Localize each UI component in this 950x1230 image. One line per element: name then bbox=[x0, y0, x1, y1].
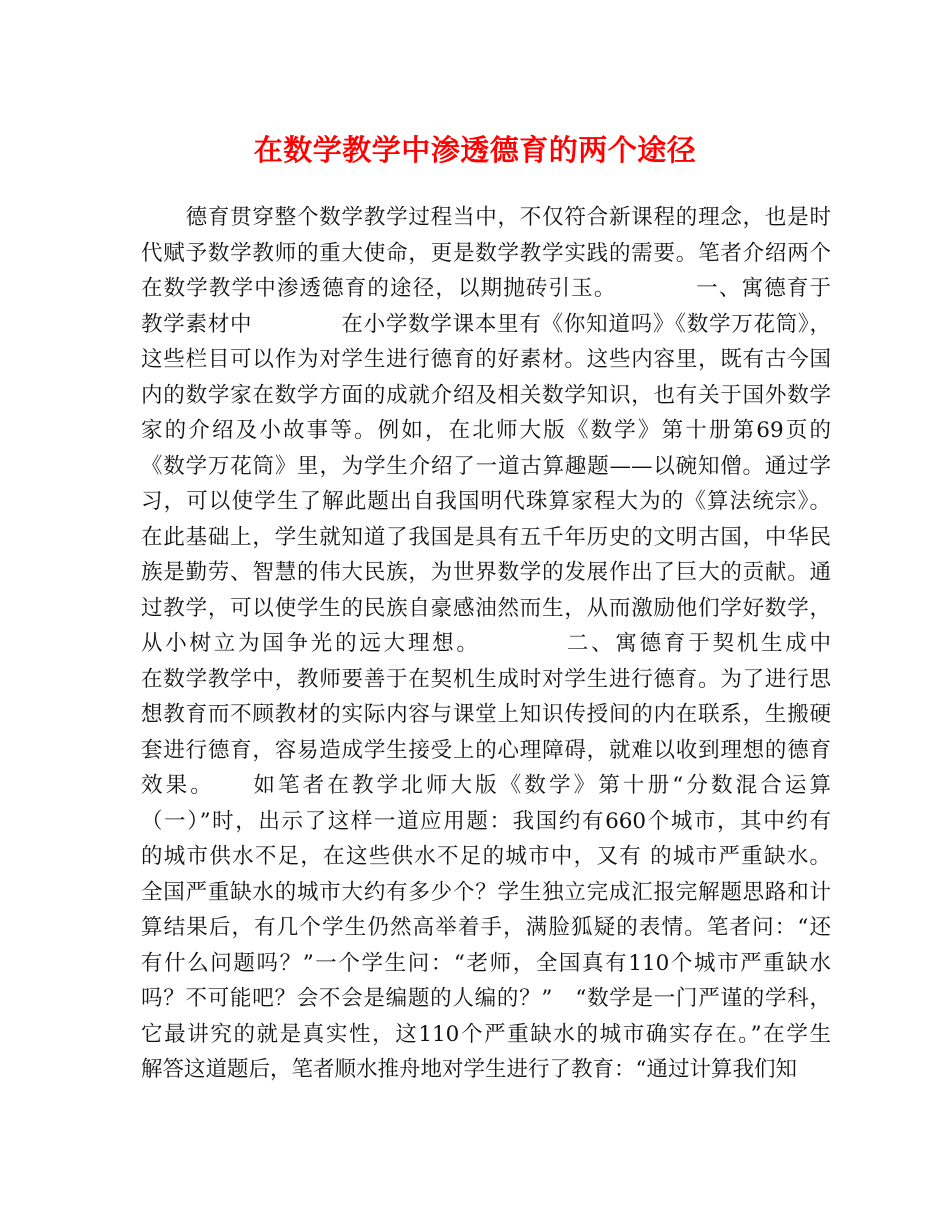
text-line: 族是勤劳、智慧的伟大民族，为世界数学的发展作出了巨大的贡献。通 bbox=[141, 560, 831, 585]
document-body bbox=[141, 200, 831, 1088]
text-line: （一）”时，出示了这样一道应用题：我国约有660个城市，其中约有 bbox=[141, 808, 831, 834]
text-line: 它最讲究的就是真实性，这110个严重缺水的城市确实存在。”在学生 bbox=[141, 1021, 831, 1047]
text-line: 内的数学家在数学方面的成就介绍及相关数学知识，也有关于国外数学 bbox=[141, 382, 831, 408]
text-line: 算结果后，有几个学生仍然高举着手，满脸狐疑的表情。笔者问：“还 bbox=[141, 915, 831, 940]
text-line: 全国严重缺水的城市大约有多少个？学生独立完成汇报完解题思路和计 bbox=[141, 879, 831, 905]
text-line: 想教育而不顾教材的实际内容与课堂上知识传授间的内在联系，生搬硬 bbox=[141, 702, 831, 727]
text-line: 从小树立为国争光的远大理想。 二、寓德育于契机生成中 bbox=[141, 631, 831, 656]
text-line: 在数学教学中渗透德育的途径，以期抛砖引玉。 一、寓德育于 bbox=[141, 276, 831, 301]
text-line: 代赋予数学教师的重大使命，更是数学教学实践的需要。笔者介绍两个 bbox=[141, 240, 831, 266]
text-line: 解答这道题后，笔者顺水推舟地对学生进行了教育：“通过计算我们知 bbox=[141, 1057, 797, 1082]
text-line: 德育贯穿整个数学教学过程当中，不仅符合新课程的理念，也是时 bbox=[141, 205, 831, 230]
document-title: 在数学教学中渗透德育的两个途径 bbox=[253, 133, 697, 167]
text-line: 这些栏目可以作为对学生进行德育的好素材。这些内容里，既有古今国 bbox=[141, 347, 831, 372]
text-line: 套进行德育，容易造成学生接受上的心理障碍，就难以收到理想的德育 bbox=[141, 737, 831, 763]
text-line: 吗？不可能吧？会不会是编题的人编的？” “数学是一门严谨的学科， bbox=[141, 986, 831, 1011]
text-line: 在数学教学中，教师要善于在契机生成时对学生进行德育。为了进行思 bbox=[141, 666, 831, 692]
text-line: 的城市供水不足，在这些供水不足的城市中，又有 的城市严重缺水。 bbox=[141, 844, 831, 869]
text-line: 家的介绍及小故事等。例如，在北师大版《数学》第十册第69页的 bbox=[141, 418, 831, 443]
text-line: 效果。 如笔者在教学北师大版《数学》第十册“分数混合运算 bbox=[141, 773, 831, 798]
text-line: 教学素材中 在小学数学课本里有《你知道吗》《数学万花筒》， bbox=[141, 311, 831, 337]
text-line: 《数学万花筒》里，为学生介绍了一道古算趣题——以碗知僧。通过学 bbox=[141, 453, 831, 479]
text-line: 在此基础上，学生就知道了我国是具有五千年历史的文明古国，中华民 bbox=[141, 524, 831, 550]
text-line: 有什么问题吗？”一个学生问：“老师，全国真有110个城市严重缺水 bbox=[141, 950, 831, 976]
text-line: 习，可以使学生了解此题出自我国明代珠算家程大为的《算法统宗》。 bbox=[141, 489, 831, 514]
text-line: 过教学，可以使学生的民族自豪感油然而生，从而激励他们学好数学， bbox=[141, 595, 831, 621]
